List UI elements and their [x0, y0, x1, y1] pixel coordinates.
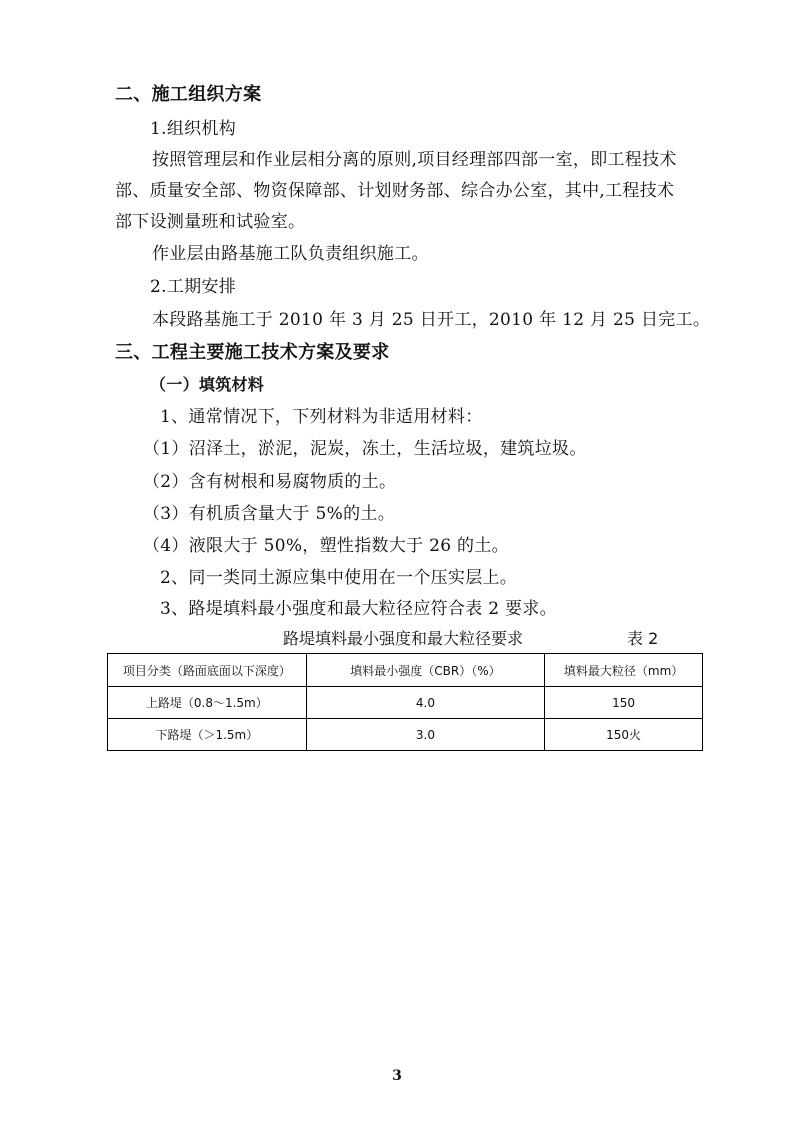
paragraph-line: 作业层由路基施工队负责组织施工。 [152, 244, 429, 264]
table-header-row [108, 654, 703, 687]
sub-schedule: 2.工期安排 [150, 277, 237, 297]
table-label: 表 2 [627, 629, 659, 648]
table-row [108, 687, 703, 719]
list-item: （4）液限大于 50%，塑性指数大于 26 的土。 [143, 536, 509, 556]
paragraph-line: 按照管理层和作业层相分离的原则,项目经理部四部一室，即工程技术 [152, 150, 677, 170]
list-item: 3、路堤填料最小强度和最大粒径应符合表 2 要求。 [160, 599, 557, 619]
list-item: （2）含有树根和易腐物质的土。 [143, 472, 397, 492]
table-caption: 路堤填料最小强度和最大粒径要求 [283, 629, 524, 648]
sub-org-structure: 1.组织机构 [150, 119, 237, 139]
fill-spec-table [107, 653, 703, 751]
list-item: （1）沼泽土，淤泥，泥炭，冻土，生活垃圾，建筑垃圾。 [143, 439, 587, 459]
table-row [108, 719, 703, 751]
section3-heading: 三、工程主要施工技术方案及要求 [115, 342, 390, 363]
column-header: 项目分类（路面底面以下深度） [108, 654, 307, 687]
paragraph-line: 部、质量安全部、物资保障部、计划财务部、综合办公室，其中,工程技术 [115, 181, 675, 201]
table-cell: 150 [545, 687, 703, 719]
sub-fill-material: （一）填筑材料 [150, 375, 265, 394]
paragraph-line: 本段路基施工于 2010 年 3 月 25 日开工，2010 年 12 月 25 日完工。 [152, 310, 711, 330]
section2-heading: 二、施工组织方案 [115, 84, 262, 105]
paragraph-line: 部下设测量班和试验室。 [115, 212, 306, 232]
table-cell: 3.0 [306, 719, 545, 751]
column-header: 填料最小强度（CBR）（%） [306, 654, 545, 687]
column-header: 填料最大粒径（mm） [545, 654, 703, 687]
page-number: 3 [392, 1068, 402, 1084]
table-cell: 上路堤（0.8～1.5m） [108, 687, 307, 719]
table-cell: 下路堤（＞1.5m） [108, 719, 307, 751]
table-cell: 150火 [545, 719, 703, 751]
list-item: 2、同一类同土源应集中使用在一个压实层上。 [160, 568, 518, 588]
list-item: 1、通常情况下，下列材料为非适用材料： [160, 407, 483, 427]
list-item: （3）有机质含量大于 5%的土。 [143, 504, 395, 524]
table-cell: 4.0 [306, 687, 545, 719]
